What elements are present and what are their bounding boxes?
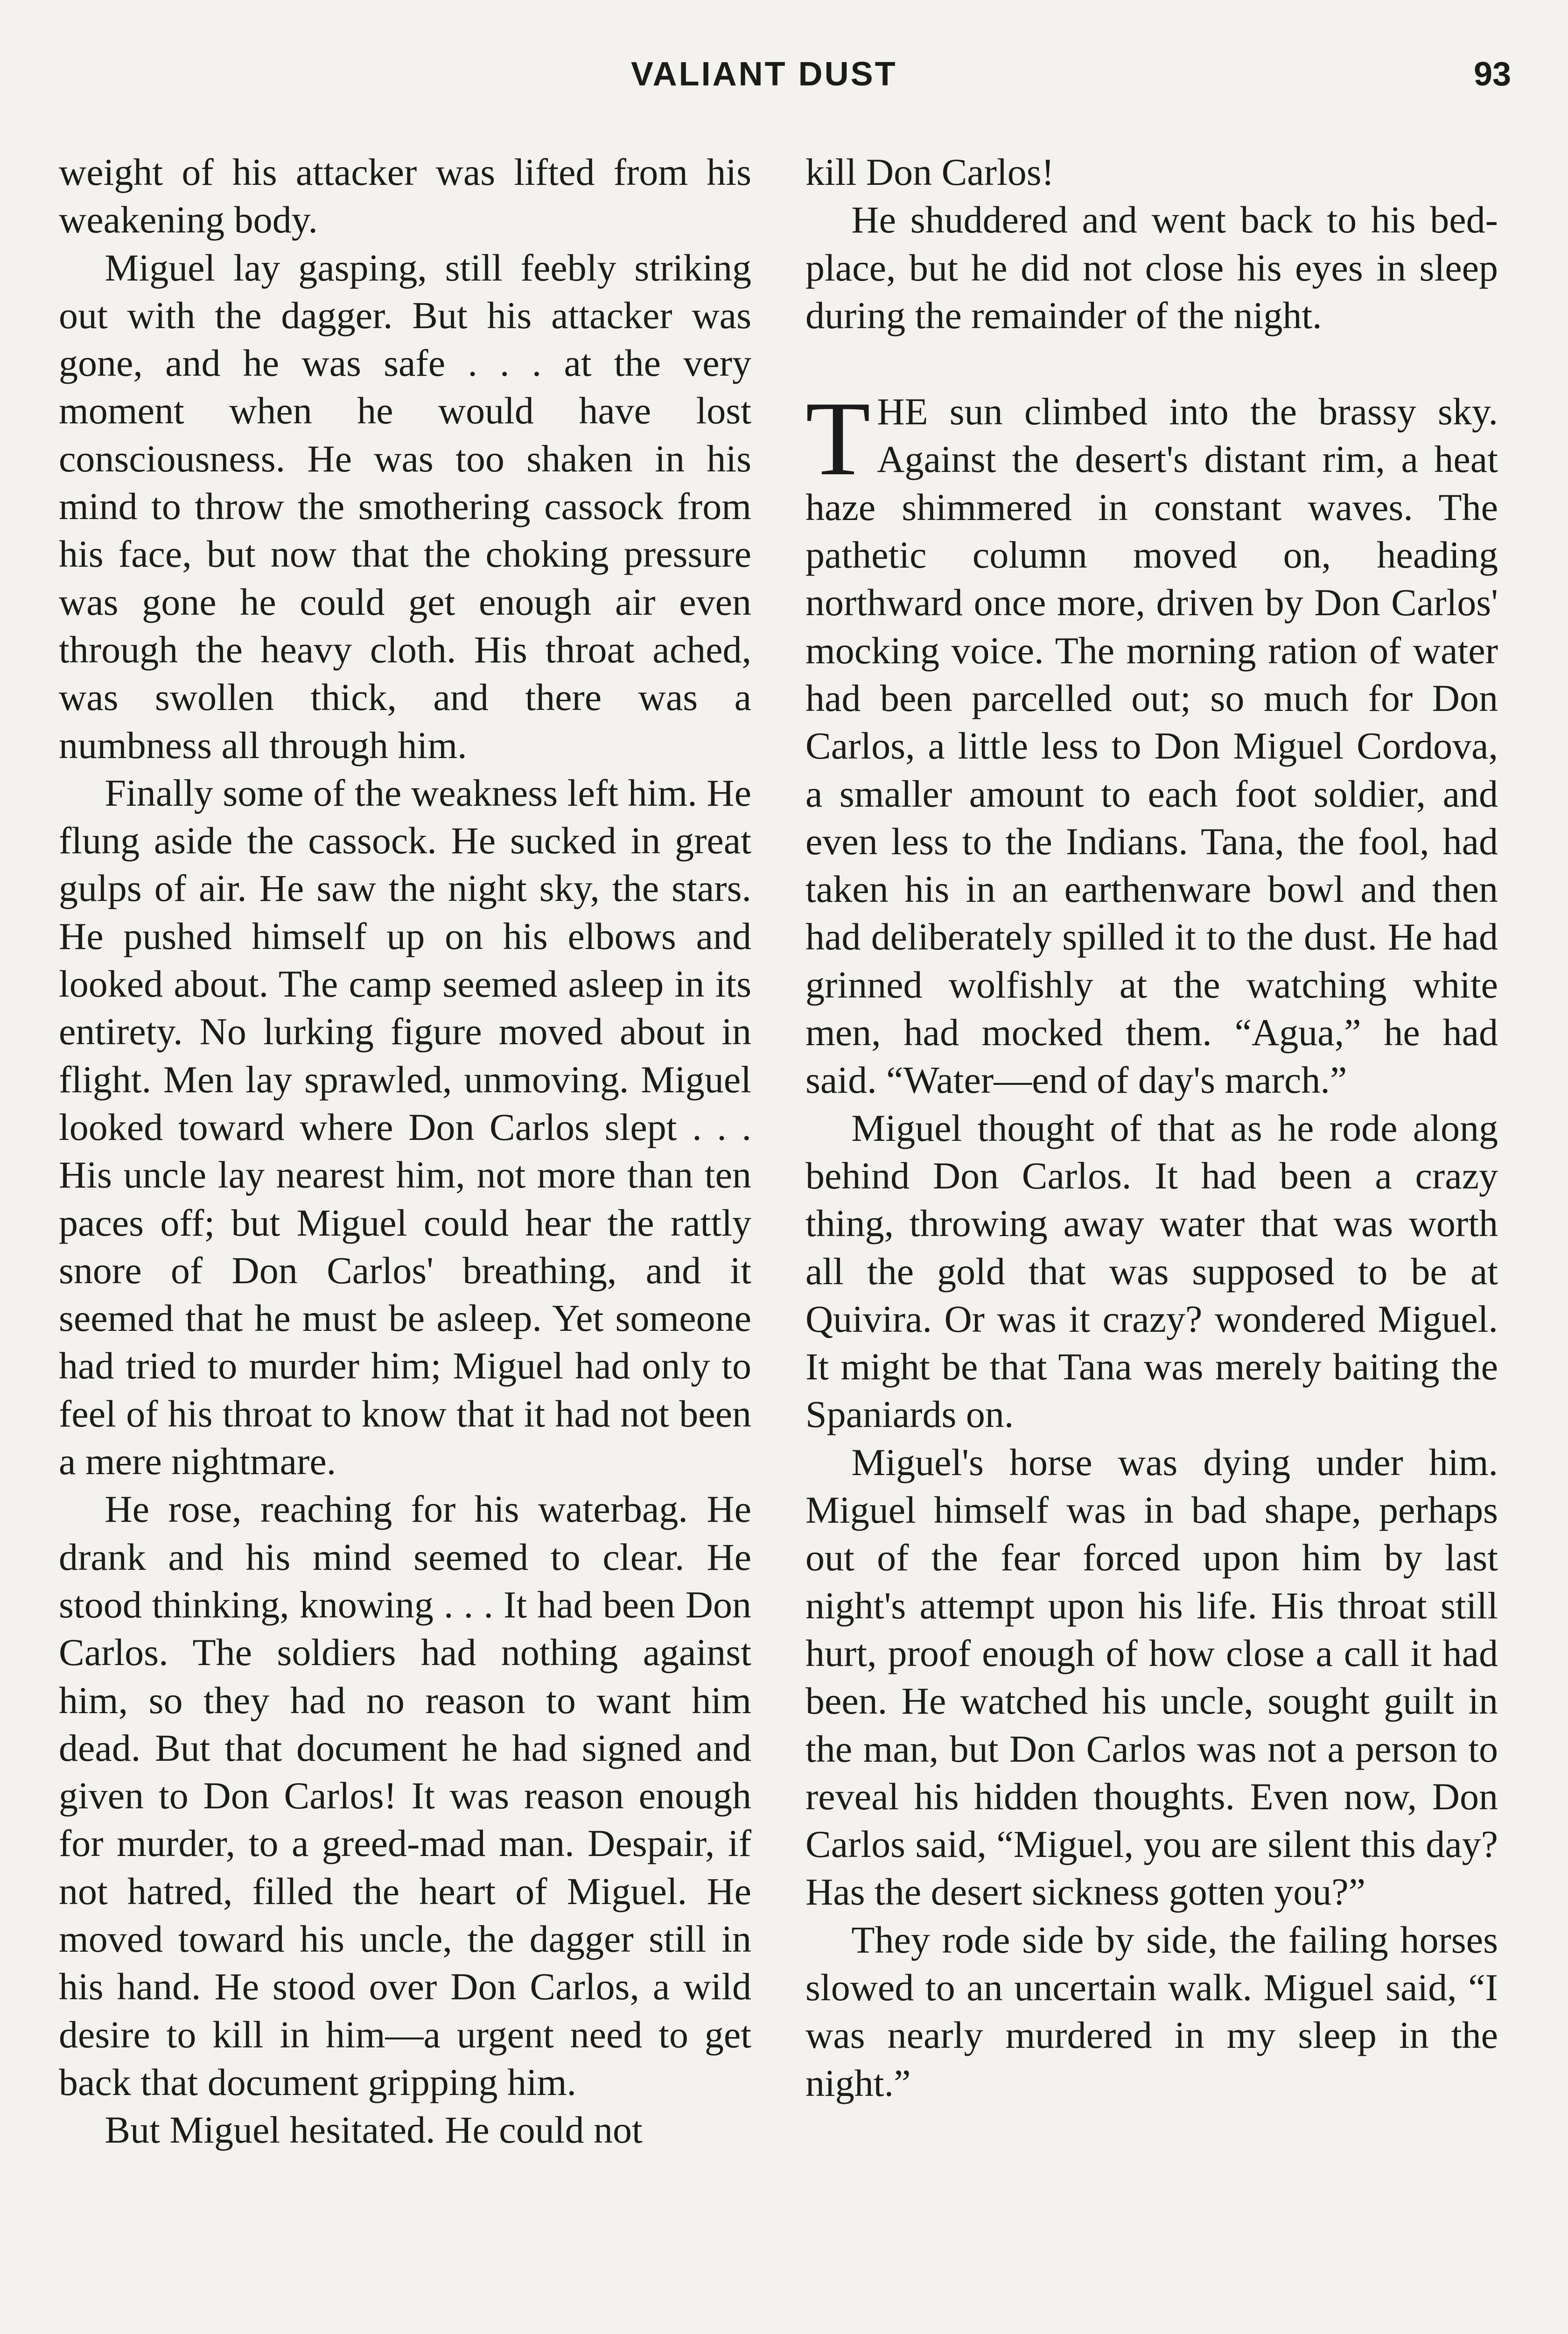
left-column [59, 148, 751, 2154]
running-title: VALIANT DUST [631, 56, 897, 93]
section-opening-paragraph [805, 380, 1498, 1104]
right-column [805, 148, 1498, 2107]
paragraph: He rose, reaching for his waterbag. He drank and his mind seemed to clear. He stood thinking, knowing . . . It had been Don Carlos. The soldiers had nothing against him, so they had no reason to want him dead. But that document he had signed and given to Don Carlos! It was reason enough for murder, to a greed-mad man. Despair, if not hatred, filled the heart of Miguel. He moved toward his uncle, the dagger still in his hand. He stood over Don Carlos, a wild desire to kill in him—a urgent need to get back that document gripping him. [59, 1488, 751, 2103]
paragraph: He shuddered and went back to his bed-place, but he did not close his eyes in sleep during the remainder of the night. [805, 198, 1498, 337]
paragraph: Miguel's horse was dying under him. Miguel himself was in bad shape, perhaps out of the fear forced upon him by last night's attempt upon his life. His throat still hurt, proof enough of how close a call it had been. He watched his uncle, sought guilt in the man, but Don Carlos was not a person to reveal his hidden thoughts. Even now, Don Carlos said, “Miguel, you are silent this day? Has the desert sickness gotten you?” [805, 1441, 1498, 1913]
paragraph: They rode side by side, the failing horses slowed to an uncertain walk. Miguel said, “I was nearly murdered in my sleep in the night.” [805, 1918, 1498, 2104]
page-number: 93 [1474, 56, 1512, 93]
drop-cap: T [805, 380, 871, 498]
paragraph: Miguel lay gasping, still feebly striking out with the dagger. But his attacker was gone, and he was safe . . . at the very moment when he would have lost consciousness. He was too shaken in his mind to throw the smothering cassock from his face, but now that the choking pressure was gone he could get enough air even through the heavy cloth. His throat ached, was swollen thick, and there was a numbness all through him. [59, 246, 751, 766]
paragraph: But Miguel hesitated. He could not [105, 2109, 643, 2151]
paragraph-text: HE sun climbed into the brassy sky. Against the desert's distant rim, a heat haze shimmered in constant waves. The pathetic column moved on, heading northward once more, driven by Don Carlos' mocking voice. The morning ration of water had been parcelled out; so much for Don Carlos, a little less to Don Miguel Cordova, a smaller amount to each foot soldier, and even less to the Indians. Tana, the fool, had taken his in an earthenware bowl and then had deliberately spilled it to the dust. He had grinned wolfishly at the watching white men, had mocked them. “Agua,” he had said. “Water—end of day's march.” [805, 390, 1498, 1102]
paragraph: weight of his attacker was lifted from his weakening body. [59, 151, 751, 241]
running-header [0, 55, 1568, 102]
paragraph: kill Don Carlos! [805, 151, 1054, 193]
paragraph: Finally some of the weakness left him. He flung aside the cassock. He sucked in great gulps of air. He saw the night sky, the stars. He pushed himself up on his elbows and looked about. The camp seemed asleep in its entirety. No lurking figure moved about in flight. Men lay sprawled, unmoving. Miguel looked toward where Don Carlos slept . . . His uncle lay nearest him, not more than ten paces off; but Miguel could hear the rattly snore of Don Carlos' breathing, and it seemed that he must be asleep. Yet someone had tried to murder him; Miguel had only to feel of his throat to know that it had not been a mere nightmare. [59, 771, 751, 1483]
paragraph: Miguel thought of that as he rode along behind Don Carlos. It had been a crazy thing, throwing away water that was worth all the gold that was supposed to be at Quivira. Or was it crazy? wondered Miguel. It might be that Tana was merely baiting the Spaniards on. [805, 1106, 1498, 1436]
